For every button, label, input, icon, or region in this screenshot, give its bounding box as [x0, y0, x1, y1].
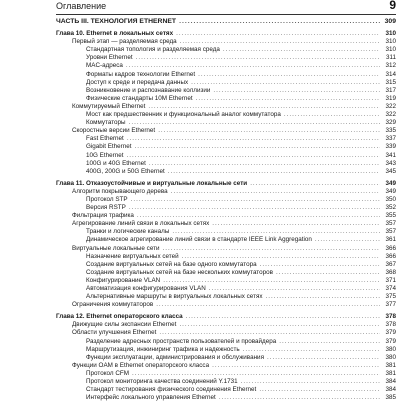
toc-entry-title: 100G и 40G Ethernet [86, 159, 146, 167]
toc-entry-title: Протокол STP [86, 195, 128, 203]
toc-entry-page: 357 [385, 220, 396, 228]
toc-entry-page: 315 [385, 78, 396, 86]
dot-leader [223, 46, 380, 54]
toc-section-entry[interactable] [56, 127, 396, 135]
dot-leader [315, 236, 380, 244]
toc-entry-title: Коммутаторы [86, 119, 126, 127]
toc-entry-title: Глава 12. Ethernet операторского класса [56, 313, 183, 321]
toc-subsection-entry[interactable] [56, 346, 396, 354]
toc-entry-page: 377 [385, 301, 396, 309]
toc-entry-page: 378 [385, 321, 396, 329]
toc-entry-page: 329 [385, 119, 396, 127]
dot-leader [212, 362, 380, 370]
toc-subsection-entry[interactable] [56, 394, 396, 402]
toc-entry-title: Стандарт тестирования физического соединения Ethernet [86, 386, 257, 394]
toc-part-entry[interactable] [56, 18, 396, 26]
dot-leader [137, 212, 380, 220]
toc-subsection-entry[interactable] [56, 111, 396, 119]
toc-entry-title: Маршрутизация, инжиниринг трафика и надежность [86, 345, 240, 353]
toc-entry-title: Конфигурирование VLAN [86, 276, 161, 284]
toc-entry-title: Функции OAM в Ethernet операторского класса [72, 361, 210, 369]
toc-entry-title: 400G, 200G и 50G Ethernet [86, 167, 165, 175]
toc-entry-page: 310 [385, 30, 396, 38]
toc-entry-title: Fast Ethernet [86, 135, 124, 143]
toc-entry-page: 310 [385, 46, 396, 54]
dot-leader [129, 204, 380, 212]
dot-leader [267, 354, 380, 362]
toc-entry-page: 380 [385, 353, 396, 361]
toc-entry-title: Динамическое агрегирование линий связи в стандарте IEEE Link Aggregation [86, 236, 312, 244]
toc-subsection-entry[interactable] [56, 261, 396, 269]
toc-entry-title: Разделение адресных пространств пользователей и провайдера [86, 337, 277, 345]
toc-entry-title: Агрегирование линий связи в локальных сетях [72, 220, 210, 228]
toc-section-entry[interactable] [56, 329, 396, 337]
dot-leader [276, 269, 380, 277]
dot-leader [148, 103, 380, 111]
toc-entry-title: Gigabit Ethernet [86, 143, 132, 151]
toc-subsection-entry[interactable] [56, 160, 396, 168]
toc-entry-page: 384 [385, 378, 396, 386]
toc-entry-page: 384 [385, 386, 396, 394]
toc-chapter-entry[interactable] [56, 180, 396, 188]
toc-subsection-entry[interactable] [56, 54, 396, 62]
toc-subsection-entry[interactable] [56, 87, 396, 95]
toc-entry-title: Протокол CFM [86, 369, 129, 377]
running-header-title: Оглавление [56, 1, 107, 11]
toc-entry-page: 350 [385, 195, 396, 203]
toc-entry-title: Фильтрация трафика [72, 212, 134, 220]
toc-subsection-entry[interactable] [56, 386, 396, 394]
toc-entry-page: 381 [385, 369, 396, 377]
toc-subsection-entry[interactable] [56, 95, 396, 103]
dot-leader [196, 95, 380, 103]
toc-subsection-entry[interactable] [56, 378, 396, 386]
toc-subsection-entry[interactable] [56, 62, 396, 70]
toc-entry-page: 381 [385, 361, 396, 369]
dot-leader [284, 111, 380, 119]
toc-entry-page: 343 [385, 159, 396, 167]
toc-entry-page: 375 [385, 293, 396, 301]
toc-section-entry[interactable] [56, 38, 396, 46]
dot-leader [209, 285, 380, 293]
dot-leader [260, 261, 380, 269]
toc-entry-title: Алгоритм покрывающего дерева [72, 187, 168, 195]
toc-chapter-entry[interactable] [56, 30, 396, 38]
toc-entry-title: Функции эксплуатации, администрирования и обслуживания [86, 353, 264, 361]
toc-entry-title: Ограничения коммутаторов [72, 301, 154, 309]
toc-entry-page: 349 [385, 179, 396, 187]
toc-entry-page: 345 [385, 167, 396, 175]
dot-leader [149, 160, 380, 168]
toc-entry-title: Создание виртуальных сетей на базе одного коммутатора [86, 260, 257, 268]
toc-subsection-entry[interactable] [56, 135, 396, 143]
toc-entry-title: Стандартная топология и разделяемая среда [86, 46, 220, 54]
dot-leader [279, 338, 380, 346]
toc-subsection-entry[interactable] [56, 204, 396, 212]
dot-leader [179, 18, 380, 26]
dot-leader [156, 301, 380, 309]
dot-leader [180, 38, 380, 46]
dot-leader [126, 62, 380, 70]
dot-leader [172, 228, 380, 236]
dot-leader [212, 220, 380, 228]
dot-leader [168, 168, 380, 176]
toc-section-entry[interactable] [56, 321, 396, 329]
toc-entry-title: Глава 11. Отказоустойчивые и виртуальные локальные сети [56, 179, 248, 187]
dot-leader [132, 370, 380, 378]
dot-leader [266, 293, 380, 301]
toc-entry-page: 341 [385, 151, 396, 159]
toc-subsection-entry[interactable] [56, 79, 396, 87]
toc-subsection-entry[interactable] [56, 253, 396, 261]
toc-subsection-entry[interactable] [56, 168, 396, 176]
toc-section-entry[interactable] [56, 362, 396, 370]
toc-entry-title: Мост как предшественник и функциональный аналог коммутатора [86, 111, 281, 119]
toc-subsection-entry[interactable] [56, 196, 396, 204]
toc-subsection-entry[interactable] [56, 228, 396, 236]
dot-leader [186, 313, 380, 321]
toc-entry-page: 357 [385, 228, 396, 236]
dot-leader [163, 277, 380, 285]
toc-section-entry[interactable] [56, 103, 396, 111]
toc-entry-page: 319 [385, 94, 396, 102]
dot-leader [127, 135, 380, 143]
toc-entry-page: 337 [385, 135, 396, 143]
dot-leader [182, 253, 380, 261]
toc-entry-page: 339 [385, 143, 396, 151]
toc-entry-page: 378 [385, 313, 396, 321]
toc-entry-title: Возникновение и распознавание коллизии [86, 86, 211, 94]
toc-entry-title: Виртуальные локальные сети [72, 244, 160, 252]
toc-entry-title: Уровни Ethernet [86, 54, 133, 62]
toc-entry-title: MAC-адреса [86, 62, 123, 70]
dot-leader [163, 245, 380, 253]
toc-subsection-entry[interactable] [56, 269, 396, 277]
toc-entry-page: 309 [384, 18, 396, 25]
dot-leader [135, 143, 380, 151]
toc-entry-title: Версия RSTP [86, 204, 126, 212]
dot-leader [159, 329, 380, 337]
toc-entry-title: Автоматизация конфигурирования VLAN [86, 285, 206, 292]
toc-entry-page: 310 [385, 38, 396, 46]
toc-entry-title: Транки и логические каналы [86, 228, 170, 236]
toc-entry-title: Создание виртуальных сетей на базе нескольких коммутаторов [86, 268, 273, 276]
toc-entry-title: Альтернативные маршруты в виртуальных локальных сетях [86, 293, 263, 301]
toc-subsection-entry[interactable] [56, 119, 396, 127]
toc-section-entry[interactable] [56, 301, 396, 309]
toc-entry-title: Скоростные версии Ethernet [72, 127, 156, 135]
toc-subsection-entry[interactable] [56, 370, 396, 378]
dot-leader [158, 127, 380, 135]
toc-entry-page: 322 [385, 102, 396, 110]
toc-entry-page: 374 [385, 285, 396, 292]
toc-subsection-entry[interactable] [56, 71, 396, 79]
dot-leader [191, 79, 380, 87]
toc-entry-page: 355 [385, 212, 396, 220]
toc-entry-page: 317 [385, 86, 396, 94]
dot-leader [250, 180, 380, 188]
toc-subsection-entry[interactable] [56, 143, 396, 151]
toc-entry-title: Назначение виртуальных сетей [86, 252, 179, 260]
toc-section-entry[interactable] [56, 220, 396, 228]
toc-entry-title: Коммутируемый Ethernet [72, 102, 146, 110]
toc-entry-title: Физические стандарты 10M Ethernet [86, 94, 193, 102]
table-of-contents [56, 18, 396, 402]
dot-leader [198, 71, 380, 79]
dot-leader [126, 152, 380, 160]
toc-entry-title: Протокол мониторинга качества соединений Y.1731 [86, 378, 238, 386]
toc-entry-page: 322 [385, 111, 396, 119]
dot-leader [259, 386, 380, 394]
dot-leader [241, 378, 380, 386]
toc-entry-title: Интерфейс локального управления Ethernet [86, 394, 216, 402]
toc-entry-title: Форматы кадров технологии Ethernet [86, 70, 196, 78]
toc-entry-page: 366 [385, 252, 396, 260]
toc-subsection-entry[interactable] [56, 236, 396, 244]
dot-leader [179, 321, 380, 329]
toc-entry-title: ЧАСТЬ III. ТЕХНОЛОГИЯ ETHERNET [56, 18, 177, 25]
dot-leader [176, 30, 380, 38]
toc-subsection-entry[interactable] [56, 293, 396, 301]
toc-entry-page: 361 [385, 236, 396, 244]
dot-leader [219, 394, 380, 402]
toc-entry-page: 311 [385, 54, 396, 62]
toc-section-entry[interactable] [56, 188, 396, 196]
toc-entry-page: 314 [385, 70, 396, 78]
toc-section-entry[interactable] [56, 245, 396, 253]
dot-leader [171, 188, 380, 196]
toc-entry-page: 380 [385, 345, 396, 353]
dot-leader [131, 196, 380, 204]
toc-subsection-entry[interactable] [56, 46, 396, 54]
running-header [56, 0, 396, 15]
toc-chapter-entry[interactable] [56, 313, 396, 321]
toc-subsection-entry[interactable] [56, 277, 396, 285]
dot-leader [136, 54, 380, 62]
dot-leader [243, 346, 380, 354]
toc-entry-page: 352 [385, 204, 396, 212]
dot-leader [213, 87, 380, 95]
toc-entry-title: Доступ к среде и передача данных [86, 78, 189, 86]
toc-subsection-entry[interactable] [56, 285, 396, 293]
toc-section-entry[interactable] [56, 212, 396, 220]
toc-entry-page: 366 [385, 244, 396, 252]
toc-entry-title: Области улучшения Ethernet [72, 329, 157, 337]
page-number: 9 [389, 0, 396, 12]
toc-entry-page: 368 [385, 268, 396, 276]
toc-entry-page: 367 [385, 260, 396, 268]
toc-entry-page: 312 [385, 62, 396, 70]
toc-entry-page: 335 [385, 127, 396, 135]
dot-leader [129, 119, 380, 127]
toc-entry-page: 385 [385, 394, 396, 402]
toc-entry-title: 10G Ethernet [86, 151, 124, 159]
toc-entry-page: 379 [385, 337, 396, 345]
toc-subsection-entry[interactable] [56, 338, 396, 346]
toc-entry-page: 379 [385, 329, 396, 337]
toc-entry-page: 371 [385, 276, 396, 284]
toc-entry-page: 349 [385, 187, 396, 195]
toc-subsection-entry[interactable] [56, 152, 396, 160]
toc-entry-title: Первый этап — разделяемая среда [72, 38, 177, 46]
toc-subsection-entry[interactable] [56, 354, 396, 362]
toc-entry-title: Глава 10. Ethernet в локальных сетях [56, 30, 174, 38]
toc-entry-title: Движущие силы экспансии Ethernet [72, 321, 177, 329]
